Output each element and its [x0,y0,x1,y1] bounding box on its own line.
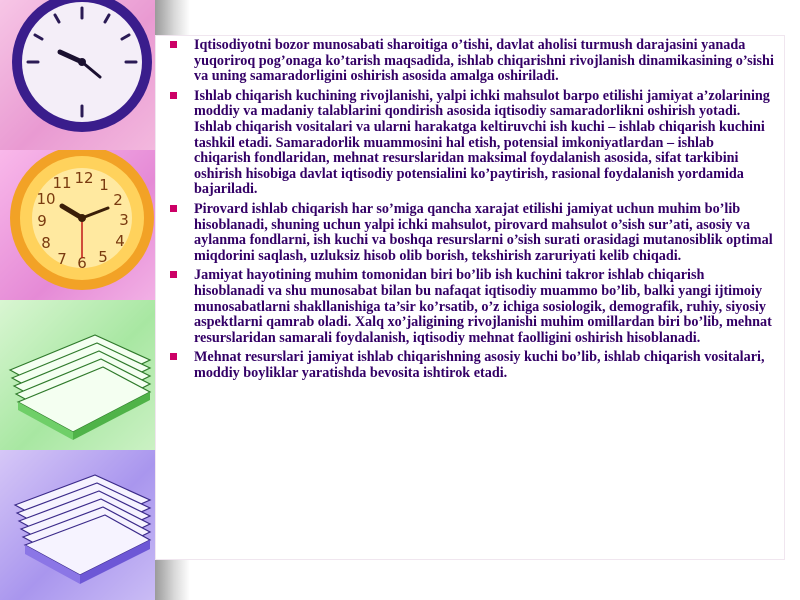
bullet-text: Pirovard ishlab chiqarish har so’miga qancha xarajat etilishi jamiyat uchun muhim bo’lib hisoblanadi, shuning uchun yalpi ichki mahsulot, pirovard mahsulot o’sish sur’ati, asosiy va aylanma fondlarni, ish kuchi va boshqa resurslarni o’sish surati orasidagi mutanosiblik optimal miqdorini saqlash, uzluksiz hisob olib borish, tekshirish zaruriyati kelib chiqadi. [194,200,773,264]
books-image-green [0,300,155,450]
bullet-item [168,350,774,381]
bullet-item [168,89,774,198]
square-bullet-icon [170,92,177,99]
bullet-item [168,268,774,346]
square-bullet-icon [170,41,177,48]
clock-numeral: 10 [36,190,56,208]
clock-numeral: 9 [37,212,47,230]
slide-content [155,35,785,560]
clock-image-orange [0,150,155,300]
clock-numeral: 5 [98,248,108,266]
clock-numeral: 1 [99,176,109,194]
clock-numeral: 8 [41,234,51,252]
clock-numeral: 3 [119,211,129,229]
clock-image-top [0,0,155,150]
bullet-list [168,38,774,381]
square-bullet-icon [170,271,177,278]
bullet-text: Jamiyat hayotining muhim tomonidan biri bo’lib ish kuchini takror ishlab chiqarish hisoblanadi va shu munosabat bilan bu nafaqat iqtisodiy muammo bo’lib, balki yangi ijtimoiy munosabatlarni shakllanishiga ta’sir ko’rsatib, o’z ichiga sosiologik, demografik, ruhiy, siyosiy aspektlarni qamrab oladi. Xalq xo’jaligining rivojlanishi muhim omillardan biri bo’lib, mehnat resurslaridan samarali foydalanish, iqtisodiy mehnat faolligini oshirish hisoblanadi. [194,267,772,346]
clock-numeral: 6 [77,254,87,272]
clock-numeral: 12 [74,169,94,187]
bullet-item [168,38,774,85]
bullet-text: Ishlab chiqarish kuchining rivojlanishi, yalpi ichki mahsulot barpo etilishi jamiyat a’zolarining moddiy va madaniy talablarini qondirish asosida iqtisodiy samaradorlikni oshirish yotadi. Ishlab chiqarish vositalari va ularni harakatga keltiruvchi ish kuchi – ishlab chiqarish kuchini tashkil etadi. Samaradorlik muammosini hal etish, potensial imkoniyatlardan – ishlab chiqarish fondlaridan, mehnat resurslaridan maksimal foydalanish asosida, sifat tarkibini oshirish hisobiga davlat iqtisodiy potensialini ko’paytirish, rasional foydalanish yordamida bajariladi. [194,87,770,198]
bullet-text: Iqtisodiyotni bozor munosabati sharoitiga o’tishi, davlat aholisi turmush darajasini yanada yuqoriroq pog’onaga ko’tarish maqsadida, ishlab chiqarishni rivojlanish dinamikasining o’sishi va uning samaradorligini oshirish asosida amalga oshiriladi. [194,37,774,85]
bullet-text: Mehnat resurslari jamiyat ishlab chiqarishning asosiy kuchi bo’lib, ishlab chiqarish vositalari, moddiy boyliklar yaratishda bevosita ishtirok etadi. [194,349,765,381]
square-bullet-icon [170,205,177,212]
clock-numeral: 7 [57,250,67,268]
clock-numeral: 11 [52,174,72,192]
clock-numeral: 2 [113,191,123,209]
bullet-item [168,202,774,264]
square-bullet-icon [170,353,177,360]
clock-numeral: 4 [115,232,125,250]
books-image-purple [0,450,155,600]
